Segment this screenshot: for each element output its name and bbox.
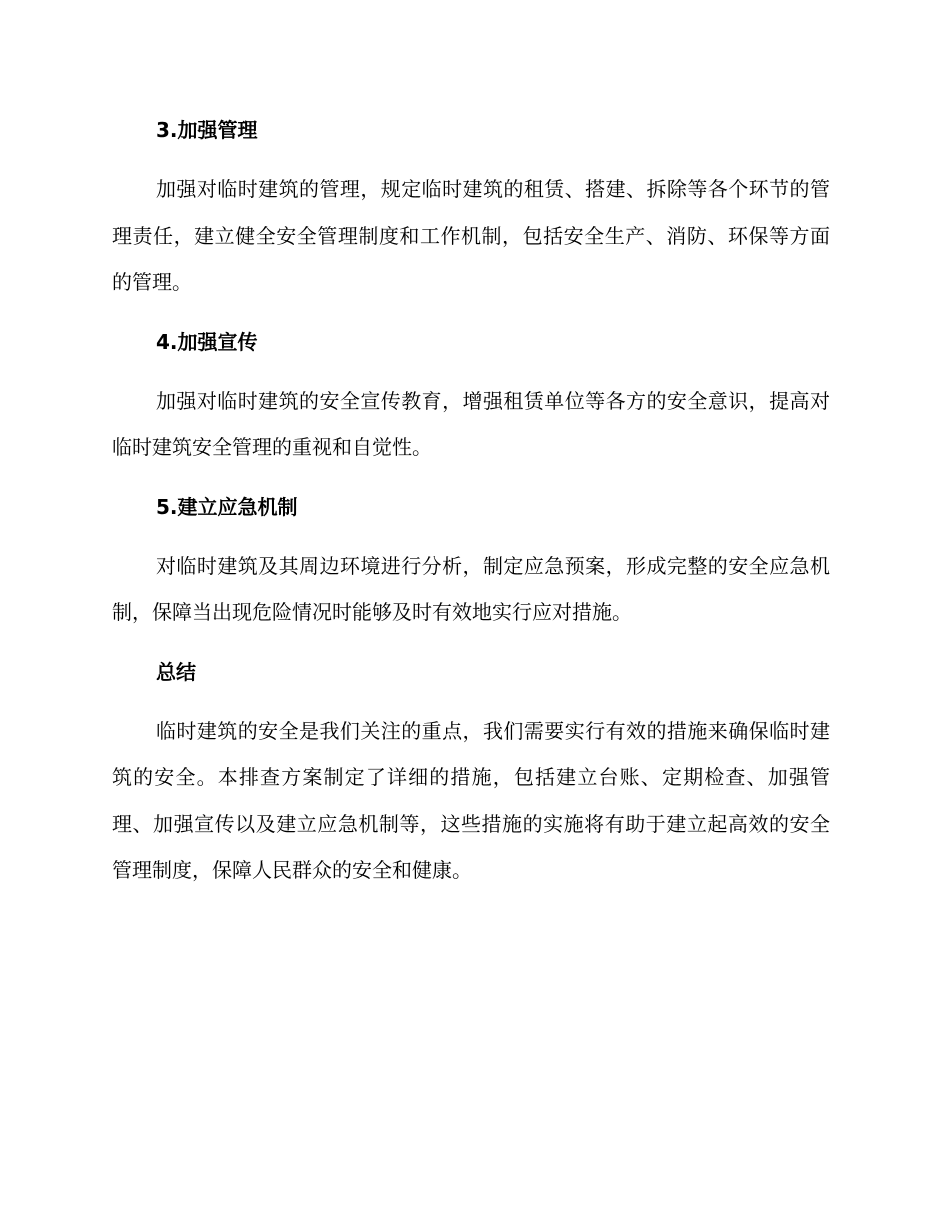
section-paragraph-publicity: 加强对临时建筑的安全宣传教育，增强租赁单位等各方的安全意识，提高对临时建筑安全管理的重视和自觉性。 <box>112 388 830 459</box>
section-heading-publicity: 4.加强宣传 <box>156 329 258 354</box>
section-paragraph-summary: 临时建筑的安全是我们关注的重点，我们需要实行有效的措施来确保临时建筑的安全。本排查方案制定了详细的措施，包括建立台账、定期检查、加强管理、加强宣传以及建立应急机制等，这些措施的实施将有助于建立起高效的安全管理制度，保障人民群众的安全和健康。 <box>112 718 830 882</box>
section-heading-emergency: 5.建立应急机制 <box>156 494 298 519</box>
section-heading-summary: 总结 <box>156 659 196 684</box>
section-paragraph-management: 加强对临时建筑的管理，规定临时建筑的租赁、搭建、拆除等各个环节的管理责任，建立健全安全管理制度和工作机制，包括安全生产、消防、环保等方面的管理。 <box>112 177 830 294</box>
section-heading-management: 3.加强管理 <box>156 118 258 142</box>
section-paragraph-emergency: 对临时建筑及其周边环境进行分析，制定应急预案，形成完整的安全应急机制，保障当出现危险情况时能够及时有效地实行应对措施。 <box>112 553 830 624</box>
document-content <box>112 108 830 908</box>
